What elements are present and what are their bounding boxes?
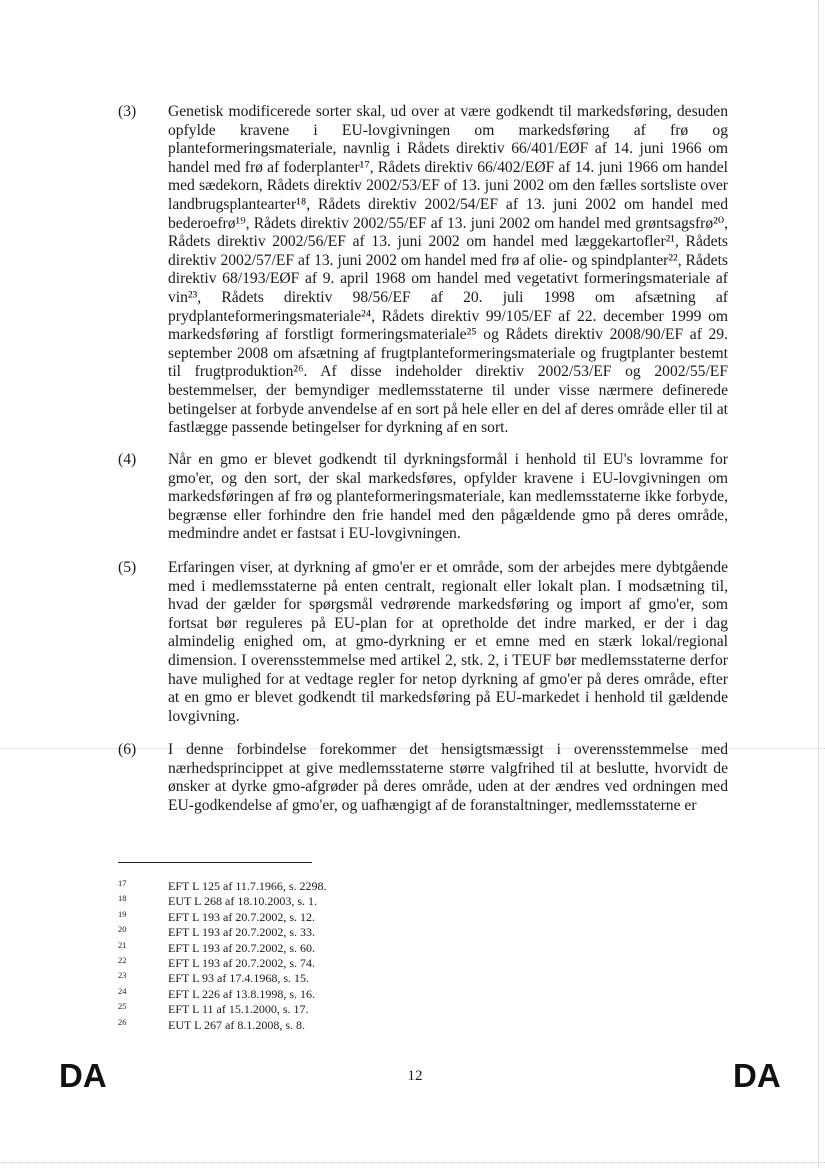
footnote xyxy=(118,956,478,971)
page-number: 12 xyxy=(407,1068,423,1084)
footnote-separator xyxy=(118,862,312,863)
footnote xyxy=(118,987,478,1002)
recital-number: (5) xyxy=(118,559,137,576)
footnote xyxy=(118,1002,478,1017)
recital-text: Genetisk modificerede sorter skal, ud over at være godkendt til markedsføring, desuden opfylde kravene i EU-lovgivningen om markedsføring af frø og planteformeringsmateriale, navnlig i Rådets direktiv 66/401/EØF af 14. juni 1966 om handel med frø af foderplanter¹⁷, Rådets direktiv 66/402/EØF af 14. juni 1966 om handel med sædekorn, Rådets direktiv 2002/53/EF of 13. juni 2002 om den fælles sortsliste over landbrugsplantearter¹⁸, Rådets direktiv 2002/54/EF af 13. juni 2002 om handel med bederoefrø¹⁹, Rådets direktiv 2002/55/EF af 13. juni 2002 om handel med grøntsagsfrø²⁰, Rådets direktiv 2002/56/EF af 13. juni 2002 om handel med læggekartofler²¹, Rådets direktiv 2002/57/EF af 13. juni 2002 om handel med frø af olie- og spindplanter²², Rådets direktiv 68/193/EØF af 9. april 1968 om handel med vegetativt formeringsmateriale af vin²³, Rådets direktiv 98/56/EF af 20. juli 1998 om afsætning af prydplanteformeringsmateriale²⁴, Rådets direktiv 99/105/EF af 22. december 1999 om markedsføring af forstligt formeringsmateriale²⁵ og Rådets direktiv 2008/90/EF af 29. september 2008 om afsætning af frugtplanteformeringsmateriale og frugtplanter bestemt til frugtproduktion²⁶. Af disse indeholder direktiv 2002/53/EF og 2002/55/EF bestemmelser, der bemyndiger medlemsstaterne til under visse nærmere definerede betingelser at forbyde anvendelse af en sort på hele eller en del af deres område eller til at fastlægge passende betingelser for dyrkning af en sort. xyxy=(168,103,728,437)
footnote xyxy=(118,941,478,956)
footnote-number: 26 xyxy=(118,1016,127,1027)
footnote xyxy=(118,879,478,894)
footnote-text: EFT L 226 af 13.8.1998, s. 16. xyxy=(168,986,315,1001)
recital-text: I denne forbindelse forekommer det hensigtsmæssigt i overensstemmelse med nærhedsprincippet at give medlemsstaterne større valgfrihed til at beslutte, hvorvidt de ønsker at dyrke gmo-afgrøder på deres område, uden at der ændres ved ordningen med EU-godkendelse af gmo'er, og uafhængigt af de foranstaltninger, medlemsstaterne er xyxy=(168,741,728,814)
recital-text: Når en gmo er blevet godkendt til dyrkningsformål i henhold til EU's lovramme for gmo'er, og den sort, der skal markedsføres, opfylder kravene i EU-lovgivningen om markedsføringen af frø og planteformeringsmateriale, kan medlemsstaterne ikke forbyde, begrænse eller forhindre den frie handel med den pågældende gmo på deres område, medmindre andet er fastsat i EU-lovgivningen. xyxy=(168,451,728,543)
footnote-number: 19 xyxy=(118,908,127,919)
footnote-text: EFT L 193 af 20.7.2002, s. 74. xyxy=(168,955,315,970)
footnote xyxy=(118,910,478,925)
footnote xyxy=(118,971,478,986)
recital-6 xyxy=(118,741,728,815)
footnote-number: 24 xyxy=(118,985,127,996)
footnote-text: EFT L 193 af 20.7.2002, s. 12. xyxy=(168,909,315,924)
page-edge-right xyxy=(818,0,819,1168)
recital-4 xyxy=(118,451,728,544)
footnote xyxy=(118,1018,478,1033)
footnote xyxy=(118,925,478,940)
footnote-number: 17 xyxy=(118,878,127,888)
footnote-text: EFT L 125 af 11.7.1966, s. 2298. xyxy=(168,879,327,893)
footnote-text: EFT L 193 af 20.7.2002, s. 60. xyxy=(168,940,315,955)
recital-5 xyxy=(118,559,728,726)
language-code-right: DA xyxy=(733,1057,781,1094)
footnote-text: EUT L 267 af 8.1.2008, s. 8. xyxy=(168,1017,305,1032)
footnote-number: 22 xyxy=(118,954,127,965)
recital-number: (6) xyxy=(118,741,137,758)
footnote xyxy=(118,894,478,909)
footnote-number: 18 xyxy=(118,893,127,904)
recital-number: (4) xyxy=(118,451,137,468)
footnote-text: EFT L 93 af 17.4.1968, s. 15. xyxy=(168,971,309,986)
footnote-text: EFT L 11 af 15.1.2000, s. 17. xyxy=(168,1002,309,1017)
recital-3 xyxy=(118,103,728,438)
recital-number: (3) xyxy=(118,103,137,120)
footnote-number: 23 xyxy=(118,970,127,981)
footnote-number: 21 xyxy=(118,939,127,950)
footnotes xyxy=(118,879,478,1033)
language-code-left: DA xyxy=(59,1057,107,1094)
footnote-number: 20 xyxy=(118,924,127,935)
page-edge-bottom xyxy=(0,1162,825,1163)
footnote-text: EUT L 268 af 18.10.2003, s. 1. xyxy=(168,894,317,909)
footnote-number: 25 xyxy=(118,1001,127,1012)
footnote-text: EFT L 193 af 20.7.2002, s. 33. xyxy=(168,925,315,940)
recital-text: Erfaringen viser, at dyrkning af gmo'er er et område, som der arbejdes mere dybtgående med i medlemsstaterne på enten centralt, regionalt eller lokalt plan. I modsætning til, hvad der gælder for spørgsmål vedrørende markedsføring og import af gmo'er, som fortsat bør reguleres på EU-plan for at opretholde det indre marked, er der i dag almindelig enighed om, at gmo-dyrkning er et emne med en stærk lokal/regional dimension. I overensstemmelse med artikel 2, stk. 2, i TEUF bør medlemsstaterne derfor have mulighed for at vedtage regler for netop dyrkning af gmo'er på deres område, efter at en gmo er blevet godkendt til markedsføring på EU-markedet i henhold til gældende lovgivning. xyxy=(168,559,728,725)
